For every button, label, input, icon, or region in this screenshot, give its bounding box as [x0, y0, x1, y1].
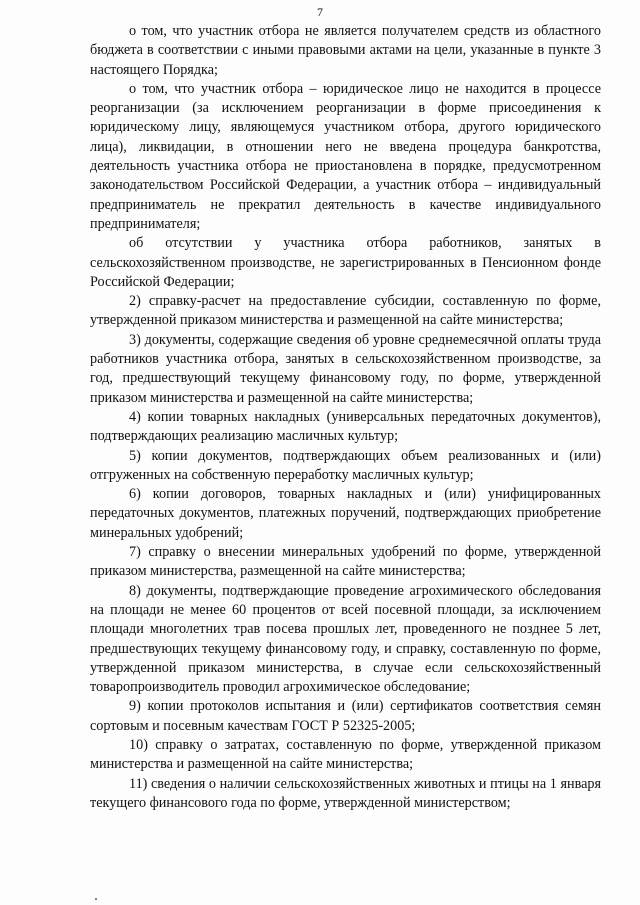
list-item-4-invoice-copies: 4) копии товарных накладных (универсальных передаточных документов), подтверждающих реализацию масличных культур;	[90, 408, 601, 445]
list-item-2-subsidy-calculation: 2) справку-расчет на предоставление субсидии, составленную по форме, утвержденной приказом министерства и размещенной на сайте министерства;	[90, 293, 601, 329]
list-item-7-fertilizer-application-certificate: 7) справку о внесении минеральных удобрений по форме, утвержденной приказом министерства, размещенной на сайте министерства;	[90, 544, 601, 580]
list-item-11-livestock-information: 11) сведения о наличии сельскохозяйственных животных и птицы на 1 января текущего финансового года по форме, утвержденной министерством;	[90, 775, 601, 811]
document-body	[90, 22, 601, 813]
paragraph-no-reorganization-or-liquidation: о том, что участник отбора – юридическое лицо не находится в процессе реорганизации (за исключением реорганизации в форме присоединения к юридическому лицу, являющемуся участником отбора, другого юридического лица), ликвидации, в отношении него не введена процедура банкротства, деятельность участника отбора не приостановлена в порядке, предусмотренном законодательством Российской Федерации, а участник отбора – индивидуальный предприниматель не прекратил деятельность в качестве индивидуального предпринимателя;	[90, 80, 601, 232]
list-item-5-sales-volume-documents: 5) копии документов, подтверждающих объем реализованных и (или) отгруженных на собственную переработку масличных культур;	[90, 447, 601, 483]
list-item-6-fertilizer-purchase-documents: 6) копии договоров, товарных накладных и (или) унифицированных передаточных документов, платежных поручений, подтверждающих приобретение минеральных удобрений;	[90, 486, 601, 541]
paragraph-no-unregistered-workers: об отсутствии у участника отбора работников, занятых в сельскохозяйственном производстве, не зарегистрированных в Пенсионном фонде Российской Федерации;	[90, 235, 601, 290]
list-item-3-wage-information: 3) документы, содержащие сведения об уровне среднемесячной оплаты труда работников участника отбора, занятых в сельскохозяйственном производстве, за год, предшествующий текущему финансовому году, по форме, утвержденной приказом министерства и размещенной на сайте министерства;	[90, 331, 601, 406]
list-item-8-agrochemical-survey: 8) документы, подтверждающие проведение агрохимического обследования на площади не менее 60 процентов от всей посевной площади, за исключением площади многолетних трав посева прошлых лет, проведенного не позднее 5 лет, предшествующих текущему финансовому году, и справку, составленную по форме, утвержденной приказом министерства, в случае если сельскохозяйственный товаропроизводитель проводил агрохимическое обследование;	[90, 582, 601, 696]
page-number: 7	[317, 5, 323, 19]
list-item-10-cost-certificate: 10) справку о затратах, составленную по форме, утвержденной приказом министерства и размещенной на сайте министерства;	[90, 736, 601, 773]
scan-artifact	[95, 898, 97, 900]
list-item-9-seed-test-protocols: 9) копии протоколов испытания и (или) сертификатов соответствия семян сортовым и посевным качествам ГОСТ Р 52325-2005;	[90, 698, 601, 734]
paragraph-not-recipient-of-funds: о том, что участник отбора не является получателем средств из областного бюджета в соответствии с иными правовыми актами на цели, указанные в пункте 3 настоящего Порядка;	[90, 23, 601, 78]
